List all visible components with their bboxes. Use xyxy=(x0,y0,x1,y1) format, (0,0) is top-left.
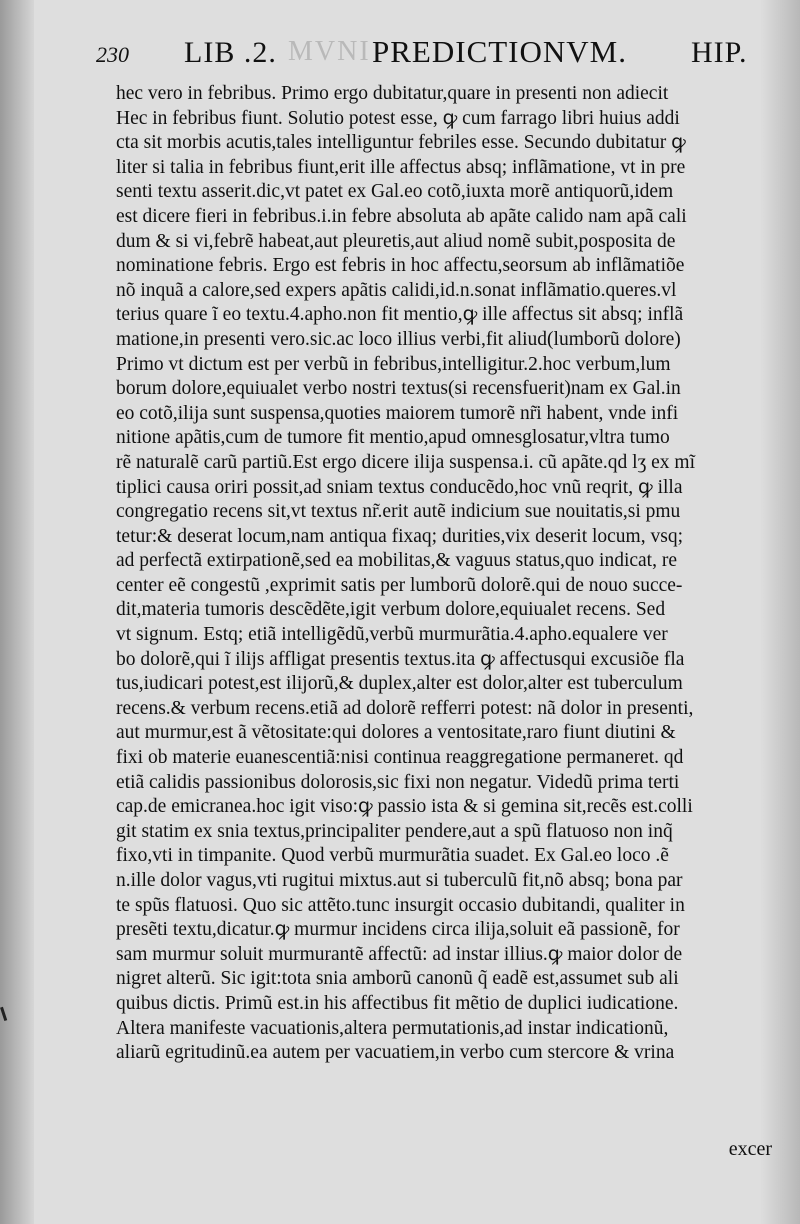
text-line: Altera manifeste vacuationis,altera permutationis,ad instar indicationũ, xyxy=(116,1017,669,1039)
text-line: recens.& verbum recens.etiã ad dolorẽ refferri potest: nã dolor in presenti, xyxy=(116,697,694,719)
text-line: borum dolore,equiualet verbo nostri textus(si recensfuerit)nam ex Gal.in xyxy=(116,378,681,400)
running-header xyxy=(96,34,776,74)
show-through-text: MVNI xyxy=(288,36,371,67)
text-line: aut murmur,est ã vẽtositate:qui dolores a ventositate,raro fiunt diutini & xyxy=(116,722,676,744)
text-line: senti textu asserit.dic,vt patet ex Gal.eo cotõ,iuxta morẽ antiquorũ,idem xyxy=(116,181,674,203)
text-line: congregatio recens sit,vt textus nr̃.erit autẽ indicium sue nouitatis,si pmu xyxy=(116,501,681,523)
book-number: LIB .2. xyxy=(184,36,277,69)
text-line: nõ inquã a calore,sed expers apãtis calidi,id.n.sonat inflãmatio.queres.vl xyxy=(116,279,677,301)
text-line: fixo,vti in timpanite. Quod verbũ murmurãtia suadet. Ex Gal.eo loco .ẽ xyxy=(116,845,669,867)
text-line: liter si talia in febribus fiunt,erit ille affectus absq; inflãmatione, vt in pre xyxy=(116,156,686,178)
text-line: cta sit morbis acutis,tales intelliguntur febriles esse. Secundo dubitatur ꝙ xyxy=(116,132,686,154)
text-line: rẽ naturalẽ carũ partiũ.Est ergo dicere ilija suspensa.i. cũ apãte.qd lʒ ex mĩ xyxy=(116,451,695,473)
text-line: sam murmur soluit murmurantẽ affectũ: ad instar illius.ꝙ maior dolor de xyxy=(116,943,683,965)
text-line: fixi ob materie euanescentiã:nisi continua reaggregatione permaneret. qd xyxy=(116,747,684,769)
text-line: aliarũ egritudinũ.ea autem per vacuatiem,in verbo cum stercore & vrina xyxy=(116,1042,675,1064)
author-abbrev: HIP. xyxy=(691,36,748,69)
text-line: Hec in febribus fiunt. Solutio potest esse, ꝙ cum farrago libri huius addi xyxy=(116,107,680,129)
gutter-shadow xyxy=(0,0,34,1224)
text-line: ad perfectã extirpationẽ,sed ea mobilitas,& vaguus status,quo indicat, re xyxy=(116,550,677,572)
text-line: matione,in presenti vero.sic.ac loco illius verbi,fit aliud(lumborũ dolore) xyxy=(116,328,681,350)
text-line: dum & si vi,febrẽ habeat,aut pleuretis,aut aliud nomẽ subit,posposita de xyxy=(116,230,676,252)
text-line: vt signum. Estq; etiã intelligẽdũ,verbũ murmurãtia.4.apho.equalere ver xyxy=(116,624,668,646)
text-line: tiplici causa oriri possit,ad sniam textus conducẽdo,hoc vnũ reqrit, ꝙ illa xyxy=(116,476,683,498)
text-line: center eẽ congestũ ,exprimit satis per lumborũ dolorẽ.qui de nouo succe- xyxy=(116,574,683,596)
text-line: cap.de emicranea.hoc igit viso:ꝙ passio ista & si gemina sit,recẽs est.colli xyxy=(116,796,693,818)
text-line: nigret alterũ. Sic igit:tota snia amborũ canonũ q̃ eadẽ est,assumet sub ali xyxy=(116,968,679,990)
catchword: excer xyxy=(728,1138,772,1160)
text-line: est dicere fieri in febribus.i.in febre absoluta ab apãte calido nam apã cali xyxy=(116,205,687,227)
text-line: Primo vt dictum est per verbũ in febribus,intelligitur.2.hoc verbum,lum xyxy=(116,353,671,375)
text-line: etiã calidis passionibus dolorosis,sic fixi non negatur. Videdũ prima terti xyxy=(116,771,680,793)
text-line: te spũs flatuosi. Quo sic attẽto.tunc insurgit occasio dubitandi, qualiter in xyxy=(116,894,685,916)
text-line: bo dolorẽ,qui ĩ ilijs affligat presentis textus.ita ꝙ affectusqui excusiõe fla xyxy=(116,648,685,670)
text-line: n.ille dolor vagus,vti rugitui mixtus.aut si tuberculũ fit,nõ absq; bona par xyxy=(116,870,683,891)
text-line: hec vero in febribus. Primo ergo dubitatur,quare in presenti non adiecit xyxy=(116,83,669,104)
text-line: quibus dictis. Primũ est.in his affectibus fit mẽtio de duplici iudicatione. xyxy=(116,992,679,1014)
text-line: tus,iudicari potest,est ilijorũ,& duplex,alter est dolor,alter est tuberculum xyxy=(116,673,683,695)
text-line: git statim ex snia textus,principaliter pendere,aut a spũ flatuoso non inq̃ xyxy=(116,820,673,842)
text-line: nominatione febris. Ergo est febris in hoc affectu,seorsum ab inflãmatiõe xyxy=(116,255,685,277)
text-line: presẽti textu,dicatur.ꝙ murmur incidens circa ilija,soluit eã passionẽ, for xyxy=(116,919,680,941)
text-line: terius quare ĩ eo textu.4.apho.non fit mentio,ꝙ ille affectus sit absq; inflã xyxy=(116,304,684,326)
text-line: dit,materia tumoris descẽdẽte,igit verbum dolore,equiualet recens. Sed xyxy=(116,599,666,621)
main-text-block xyxy=(116,82,776,1066)
folio-number: 230 xyxy=(96,42,129,67)
running-title: PREDICTIONVM. xyxy=(372,34,627,69)
text-line: nitione apãtis,cum de tumore fit mentio,apud omnesglosatur,vltra tumo xyxy=(116,427,670,449)
text-line: tetur:& deserat locum,nam antiqua fixaq; durities,vix deserit locum, vsq; xyxy=(116,525,683,547)
text-line: eo cotõ,ilija sunt suspensa,quoties maiorem tumorẽ nr̃i habent, vnde infi xyxy=(116,402,679,424)
